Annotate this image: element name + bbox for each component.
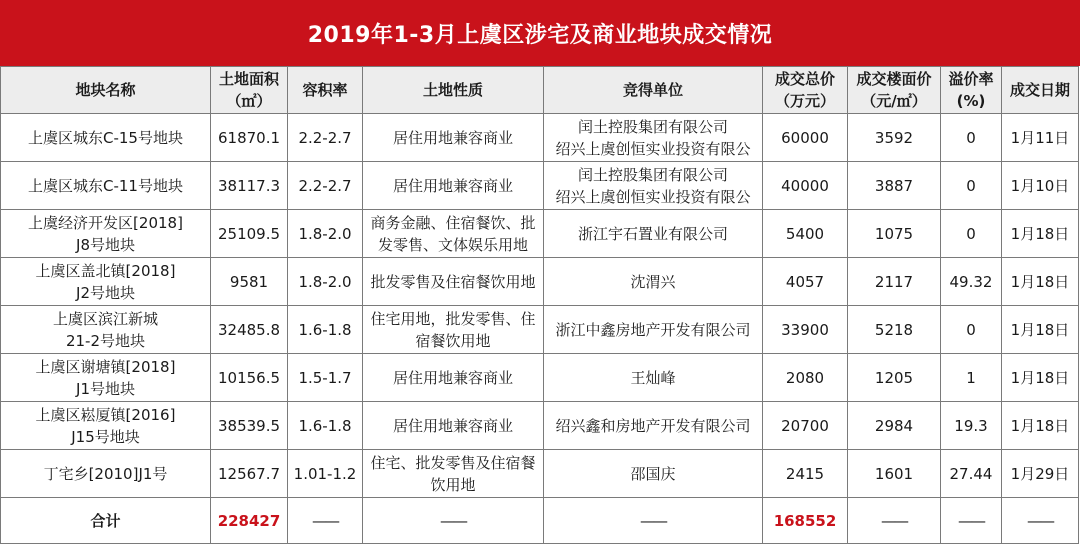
cell-line: （元/㎡） <box>861 92 927 110</box>
cell-date: 1月18日 <box>1002 402 1079 450</box>
cell-line: 浙江宇石置业有限公司 <box>577 224 728 243</box>
cell-total: 20700 <box>763 402 848 450</box>
cell-line: 宿餐饮用地 <box>415 331 491 350</box>
cell-line: J15号地块 <box>71 427 140 446</box>
cell-winner <box>544 306 763 354</box>
cell-line: 居住用地兼容商业 <box>392 368 513 387</box>
cell-area: 32485.8 <box>211 306 288 354</box>
cell-area: 12567.7 <box>211 450 288 498</box>
cell-line: 闰土控股集团有限公司 <box>577 165 728 184</box>
cell-area: 38539.5 <box>211 402 288 450</box>
cell-line: 丁宅乡[2010]J1号 <box>43 464 168 483</box>
cell-total: 4057 <box>763 258 848 306</box>
cell-line: 上虞区谢塘镇[2018] <box>35 357 176 376</box>
cell-premium: 0 <box>941 114 1002 162</box>
cell-line: 发零售、文体娱乐用地 <box>377 235 528 254</box>
cell-line: 土地性质 <box>422 81 483 99</box>
cell-line: 上虞经济开发区[2018] <box>28 213 183 232</box>
cell-line: 上虞区城东C-11号地块 <box>28 176 183 195</box>
cell-line: 21-2号地块 <box>65 331 146 350</box>
cell-total: 33900 <box>763 306 848 354</box>
cell-nature <box>363 210 544 258</box>
cell-winner <box>544 258 763 306</box>
cell-line: 上虞区崧厦镇[2016] <box>35 405 176 424</box>
total-row <box>1 498 1079 544</box>
column-header-area <box>211 67 288 114</box>
cell-floor-price: 2984 <box>848 402 941 450</box>
cell-premium: 0 <box>941 210 1002 258</box>
cell-line: J2号地块 <box>76 283 135 302</box>
cell-name <box>1 354 211 402</box>
cell-line: 成交总价 <box>774 70 835 88</box>
cell-winner <box>544 450 763 498</box>
cell-line: 竞得单位 <box>622 81 683 99</box>
table-row <box>1 306 1079 354</box>
cell-total: 60000 <box>763 114 848 162</box>
cell-nature <box>363 258 544 306</box>
column-header-premium <box>941 67 1002 114</box>
cell-line: J1号地块 <box>76 379 135 398</box>
cell-line: 邵国庆 <box>630 464 676 483</box>
cell-line: 成交日期 <box>1009 81 1070 99</box>
cell-winner <box>544 114 763 162</box>
cell-name <box>1 450 211 498</box>
cell-floor-price: 2117 <box>848 258 941 306</box>
cell-premium: 27.44 <box>941 450 1002 498</box>
cell-line: 居住用地兼容商业 <box>392 416 513 435</box>
cell-floor-price: 1601 <box>848 450 941 498</box>
cell-line: 住宅、批发零售及住宿餐 <box>370 453 536 472</box>
cell-far: 1.5-1.7 <box>288 354 363 402</box>
cell-nature <box>363 450 544 498</box>
cell-line: J8号地块 <box>76 235 135 254</box>
table-row <box>1 258 1079 306</box>
cell-far: 1.6-1.8 <box>288 306 363 354</box>
total-area: 228427 <box>211 498 288 544</box>
cell-total: 2080 <box>763 354 848 402</box>
cell-total: 5400 <box>763 210 848 258</box>
total-winner: —— <box>544 498 763 544</box>
cell-date: 1月18日 <box>1002 210 1079 258</box>
total-label: 合计 <box>1 498 211 544</box>
cell-line: 绍兴上虞创恒实业投资有限公 <box>555 139 751 158</box>
cell-far: 1.8-2.0 <box>288 258 363 306</box>
cell-date: 1月18日 <box>1002 306 1079 354</box>
cell-line: 居住用地兼容商业 <box>392 128 513 147</box>
cell-line: 绍兴上虞创恒实业投资有限公 <box>555 187 751 206</box>
cell-floor-price: 3887 <box>848 162 941 210</box>
column-header-date <box>1002 67 1079 114</box>
cell-winner <box>544 354 763 402</box>
cell-line: 上虞区城东C-15号地块 <box>28 128 183 147</box>
table-title: 2019年1-3月上虞区涉宅及商业地块成交情况 <box>0 0 1080 66</box>
cell-premium: 0 <box>941 162 1002 210</box>
cell-total: 40000 <box>763 162 848 210</box>
cell-winner <box>544 162 763 210</box>
cell-far: 1.8-2.0 <box>288 210 363 258</box>
cell-line: 浙江中鑫房地产开发有限公司 <box>555 320 751 339</box>
cell-line: 商务金融、住宿餐饮、批 <box>370 213 536 232</box>
cell-far: 1.01-1.2 <box>288 450 363 498</box>
cell-nature <box>363 114 544 162</box>
table-body <box>1 114 1079 544</box>
table-row <box>1 210 1079 258</box>
cell-floor-price: 5218 <box>848 306 941 354</box>
cell-line: 批发零售及住宿餐饮用地 <box>370 272 536 291</box>
cell-premium: 19.3 <box>941 402 1002 450</box>
cell-line: 地块名称 <box>75 81 136 99</box>
total-floor-price: —— <box>848 498 941 544</box>
cell-nature <box>363 354 544 402</box>
table-row <box>1 402 1079 450</box>
cell-line: 居住用地兼容商业 <box>392 176 513 195</box>
cell-far: 2.2-2.7 <box>288 162 363 210</box>
cell-date: 1月18日 <box>1002 258 1079 306</box>
cell-line: （万元） <box>774 92 835 110</box>
cell-area: 61870.1 <box>211 114 288 162</box>
cell-premium: 0 <box>941 306 1002 354</box>
cell-area: 25109.5 <box>211 210 288 258</box>
table-row <box>1 354 1079 402</box>
cell-floor-price: 1205 <box>848 354 941 402</box>
total-date: —— <box>1002 498 1079 544</box>
cell-line: 住宅用地，批发零售、住 <box>370 309 536 328</box>
cell-premium: 49.32 <box>941 258 1002 306</box>
column-header-far <box>288 67 363 114</box>
column-header-floor-price <box>848 67 941 114</box>
cell-area: 10156.5 <box>211 354 288 402</box>
cell-name <box>1 258 211 306</box>
cell-area: 9581 <box>211 258 288 306</box>
total-nature: —— <box>363 498 544 544</box>
cell-date: 1月29日 <box>1002 450 1079 498</box>
cell-line: 土地面积 <box>218 70 279 88</box>
cell-name <box>1 162 211 210</box>
column-header-name <box>1 67 211 114</box>
cell-nature <box>363 162 544 210</box>
total-total: 168552 <box>763 498 848 544</box>
cell-line: 绍兴鑫和房地产开发有限公司 <box>555 416 751 435</box>
cell-line: (%) <box>956 92 986 110</box>
cell-far: 1.6-1.8 <box>288 402 363 450</box>
cell-winner <box>544 210 763 258</box>
cell-name <box>1 306 211 354</box>
cell-area: 38117.3 <box>211 162 288 210</box>
cell-nature <box>363 402 544 450</box>
cell-line: 闰土控股集团有限公司 <box>577 117 728 136</box>
table-row <box>1 162 1079 210</box>
cell-winner <box>544 402 763 450</box>
table-row <box>1 450 1079 498</box>
cell-line: 上虞区滨江新城 <box>52 309 158 328</box>
cell-line: 王灿峰 <box>630 368 676 387</box>
cell-name <box>1 210 211 258</box>
cell-line: 溢价率 <box>948 70 994 88</box>
cell-date: 1月18日 <box>1002 354 1079 402</box>
header-row <box>1 67 1079 114</box>
land-transactions-table <box>0 66 1079 544</box>
cell-name <box>1 402 211 450</box>
cell-line: 沈渭兴 <box>630 272 676 291</box>
cell-line: 容积率 <box>302 81 348 99</box>
column-header-total <box>763 67 848 114</box>
cell-far: 2.2-2.7 <box>288 114 363 162</box>
column-header-nature <box>363 67 544 114</box>
cell-date: 1月10日 <box>1002 162 1079 210</box>
total-premium: —— <box>941 498 1002 544</box>
cell-name <box>1 114 211 162</box>
cell-line: 成交楼面价 <box>856 70 932 88</box>
cell-premium: 1 <box>941 354 1002 402</box>
column-header-winner <box>544 67 763 114</box>
cell-nature <box>363 306 544 354</box>
cell-line: 上虞区盖北镇[2018] <box>35 261 176 280</box>
total-far: —— <box>288 498 363 544</box>
cell-date: 1月11日 <box>1002 114 1079 162</box>
table-row <box>1 114 1079 162</box>
cell-floor-price: 3592 <box>848 114 941 162</box>
cell-floor-price: 1075 <box>848 210 941 258</box>
cell-line: 饮用地 <box>430 475 476 494</box>
cell-total: 2415 <box>763 450 848 498</box>
cell-line: （㎡） <box>226 92 272 110</box>
